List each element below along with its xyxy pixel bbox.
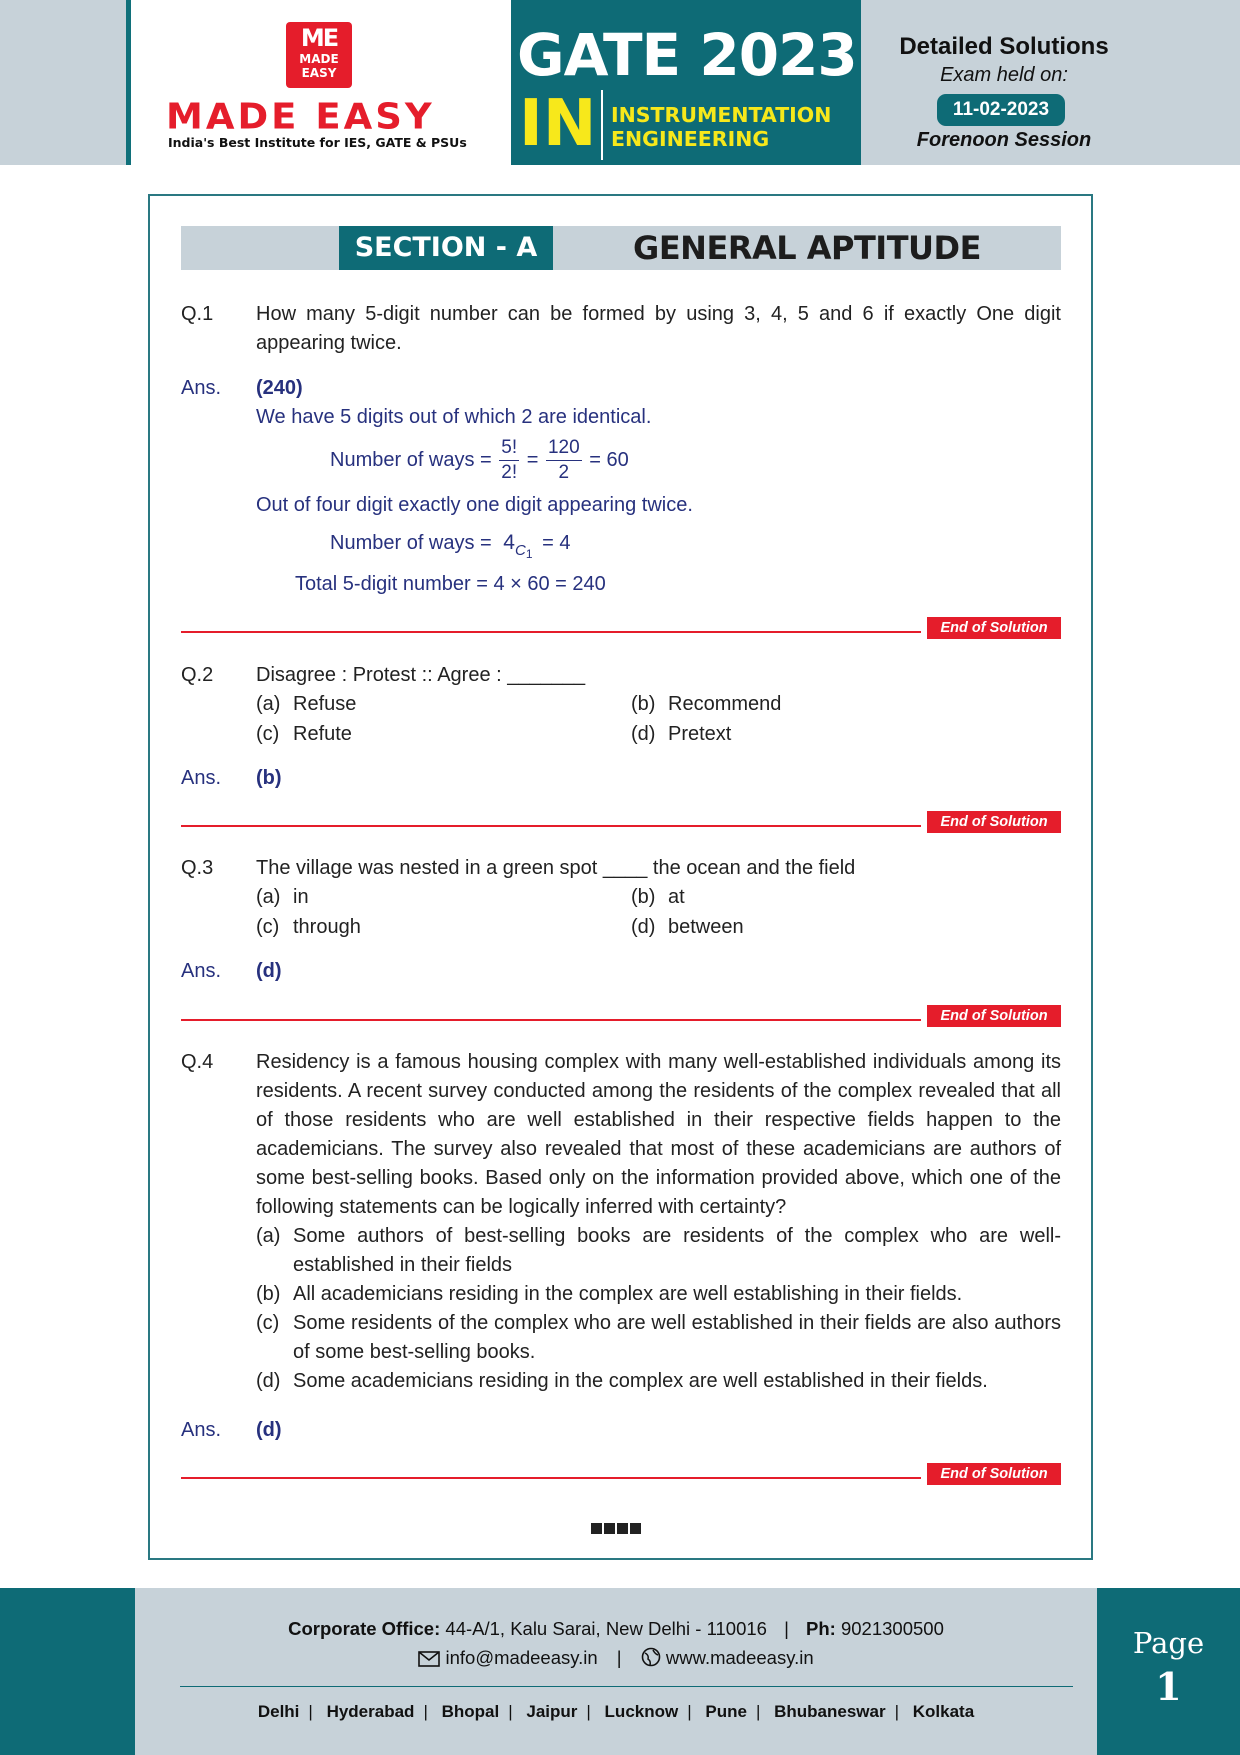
corporate-label: Corporate Office:	[288, 1618, 441, 1639]
question-2	[181, 661, 1061, 750]
combination-r: 1	[525, 547, 533, 561]
formula-result: = 60	[589, 448, 629, 471]
question-3	[181, 854, 1061, 943]
logo-mark-sub2: EASY	[301, 66, 337, 80]
exam-date-badge: 11-02-2023	[937, 94, 1065, 126]
exam-info	[861, 0, 1240, 165]
section-title: GENERAL APTITUDE	[633, 229, 981, 267]
logo-mark-letters: ME	[300, 24, 338, 52]
question-1	[181, 300, 1061, 358]
formula-label: Number of ways =	[330, 448, 492, 471]
city: Pune	[705, 1702, 747, 1721]
banner-divider	[601, 90, 603, 160]
answer-value: (240)	[256, 377, 303, 399]
end-of-solution-3	[181, 1005, 1061, 1027]
option-text: Pretext	[668, 723, 732, 745]
option-text: at	[668, 886, 685, 908]
city: Bhopal	[441, 1702, 500, 1721]
option-label: (a)	[256, 1225, 281, 1247]
option-text: in	[293, 886, 309, 908]
question-text: The village was nested in a green spot ____ the ocean and the field	[256, 857, 856, 879]
option-label: (c)	[256, 1312, 280, 1334]
separator: |	[894, 1702, 899, 1721]
solution-formula-1	[330, 436, 629, 485]
city: Lucknow	[604, 1702, 679, 1721]
option-b	[631, 690, 781, 719]
page-label: Page	[1132, 1626, 1205, 1660]
answer-label: Ans.	[181, 1419, 222, 1441]
option-d	[631, 913, 744, 942]
option-b	[256, 1280, 1061, 1309]
separator: |	[586, 1702, 591, 1721]
divider-line	[181, 825, 921, 827]
exam-session: Forenoon Session	[916, 129, 1092, 151]
question-4	[181, 1048, 1061, 1396]
solution-formula-2	[330, 528, 570, 569]
content-frame	[148, 194, 1093, 1560]
options	[256, 690, 1061, 750]
divider-line	[181, 1019, 921, 1021]
option-text: Some residents of the complex who are well established in their fields are also authors of some best-selling books.	[293, 1312, 1061, 1363]
detailed-solutions-title: Detailed Solutions	[899, 33, 1109, 60]
option-text: Refute	[293, 723, 352, 745]
option-a	[256, 883, 309, 912]
section-header	[181, 226, 1061, 270]
option-label: (b)	[256, 1283, 281, 1305]
question-number: Q.4	[181, 1051, 214, 1073]
city: Kolkata	[912, 1702, 975, 1721]
page-indicator	[1097, 1588, 1240, 1755]
end-of-solution-tag: End of Solution	[927, 617, 1061, 639]
option-a	[256, 690, 356, 719]
branch-code: IN	[519, 87, 597, 161]
separator: |	[308, 1702, 313, 1721]
corporate-address: 44-A/1, Kalu Sarai, New Delhi - 110016	[445, 1618, 767, 1639]
separator: |	[784, 1618, 789, 1639]
options	[256, 883, 1061, 943]
end-of-solution-tag: End of Solution	[927, 1005, 1061, 1027]
corporate-office	[135, 1618, 1097, 1640]
separator: |	[508, 1702, 513, 1721]
solution-line: Out of four digit exactly one digit appearing twice.	[256, 494, 693, 516]
equals-sign: =	[526, 448, 539, 471]
end-of-solution-1	[181, 617, 1061, 639]
option-label: (d)	[631, 723, 656, 745]
option-label: (c)	[256, 916, 280, 938]
option-text: All academicians residing in the complex are well establishing in their fields.	[293, 1283, 963, 1305]
answer-label: Ans.	[181, 377, 222, 399]
option-row	[256, 690, 1061, 720]
divider-line	[181, 631, 921, 633]
option-text: Some authors of best-selling books are residents of the complex who are well-established in their fields	[293, 1225, 1061, 1276]
email-link[interactable]: info@madeeasy.in	[445, 1647, 598, 1668]
divider-line	[181, 1477, 921, 1479]
option-text: Some academicians residing in the complex are well established in their fields.	[293, 1370, 988, 1392]
section-label: SECTION - A	[339, 226, 553, 270]
exam-banner	[511, 0, 861, 165]
city: Hyderabad	[326, 1702, 415, 1721]
fraction-numerator: 120	[546, 436, 582, 461]
page-number: 1	[1155, 1664, 1182, 1709]
option-text: Recommend	[668, 693, 782, 715]
fraction	[499, 436, 519, 485]
question-number: Q.1	[181, 303, 214, 325]
option-c	[256, 913, 361, 942]
option-label: (d)	[256, 1370, 281, 1392]
end-of-solution-4	[181, 1463, 1061, 1485]
phone-label: Ph:	[806, 1618, 836, 1639]
mail-icon	[418, 1650, 440, 1672]
option-row	[256, 883, 1061, 913]
separator: |	[616, 1647, 622, 1668]
branch-line-1: INSTRUMENTATION	[611, 103, 832, 127]
formula-result: = 4	[542, 532, 571, 554]
option-c	[256, 720, 352, 749]
exam-title: GATE 2023	[517, 21, 857, 89]
question-number: Q.2	[181, 664, 214, 686]
solution-total: Total 5-digit number = 4 × 60 = 240	[295, 573, 606, 595]
city: Delhi	[257, 1702, 300, 1721]
answer-value: (b)	[256, 767, 282, 789]
fraction-denominator: 2!	[501, 462, 518, 483]
end-of-solution-tag: End of Solution	[927, 811, 1061, 833]
question-number: Q.3	[181, 857, 214, 879]
answer-value: (d)	[256, 1419, 282, 1441]
logo-tagline: India's Best Institute for IES, GATE & PSUs	[168, 135, 467, 150]
separator: |	[423, 1702, 428, 1721]
question-text: How many 5-digit number can be formed by using 3, 4, 5 and 6 if exactly One digit appearing twice.	[256, 303, 1061, 354]
question-text: Disagree : Protest :: Agree : _______	[256, 664, 586, 686]
solution-line: We have 5 digits out of which 2 are identical.	[256, 406, 652, 428]
logo-mark-sub1: MADE	[299, 52, 339, 66]
option-text: between	[668, 916, 744, 938]
option-d	[631, 720, 731, 749]
page-header	[0, 0, 1240, 165]
fraction-denominator: 2	[558, 462, 570, 483]
option-d	[256, 1367, 1061, 1396]
combination-c: C	[514, 542, 526, 559]
fraction	[546, 436, 582, 485]
option-c	[256, 1309, 1061, 1367]
footer-divider	[180, 1686, 1073, 1687]
option-label: (b)	[631, 886, 656, 908]
formula-label: Number of ways =	[330, 532, 492, 554]
city: Jaipur	[526, 1702, 578, 1721]
contact-line	[135, 1647, 1097, 1672]
logo-mark-icon	[286, 22, 352, 88]
answer-label: Ans.	[181, 767, 222, 789]
option-label: (b)	[631, 693, 656, 715]
answer-value: (d)	[256, 960, 282, 982]
question-text: Residency is a famous housing complex with many well-established individuals among its residents. A recent survey conducted among the residents of the complex revealed that all of those residents who are well established in their respective fields happen to the academicians. The survey also revealed that most of these academicians are authors of some best-selling books. Based only on the information provided above, which one of the following statements can be logically inferred with certainty?	[256, 1051, 1061, 1218]
exam-held-label: Exam held on:	[940, 64, 1068, 86]
option-row	[256, 913, 1061, 943]
options	[256, 1222, 1061, 1396]
website-link[interactable]: www.madeeasy.in	[665, 1647, 814, 1668]
phone-number: 9021300500	[840, 1618, 944, 1639]
separator: |	[755, 1702, 761, 1721]
globe-icon	[641, 1647, 661, 1672]
option-row	[256, 720, 1061, 750]
city: Bhubaneswar	[774, 1702, 886, 1721]
option-label: (d)	[631, 916, 656, 938]
end-of-solution-2	[181, 811, 1061, 833]
branch-line-2: ENGINEERING	[611, 127, 770, 151]
answer-label: Ans.	[181, 960, 222, 982]
logo-wordmark: MADE EASY	[166, 96, 435, 137]
footer-left-band	[0, 1588, 135, 1755]
fraction-numerator: 5!	[499, 436, 519, 461]
city-list	[135, 1702, 1097, 1722]
option-label: (c)	[256, 723, 280, 745]
combination-n: 4	[503, 531, 515, 554]
end-of-solution-tag: End of Solution	[927, 1463, 1061, 1485]
brand-logo	[131, 0, 511, 165]
option-b	[631, 883, 685, 912]
option-a	[256, 1222, 1061, 1280]
page-footer	[0, 1588, 1240, 1755]
separator: |	[687, 1702, 692, 1721]
option-text: through	[293, 916, 361, 938]
option-label: (a)	[256, 693, 281, 715]
end-of-section-marker	[591, 1521, 643, 1537]
option-text: Refuse	[293, 693, 357, 715]
option-label: (a)	[256, 886, 281, 908]
branch-name	[611, 103, 831, 151]
header-left-band	[0, 0, 128, 165]
